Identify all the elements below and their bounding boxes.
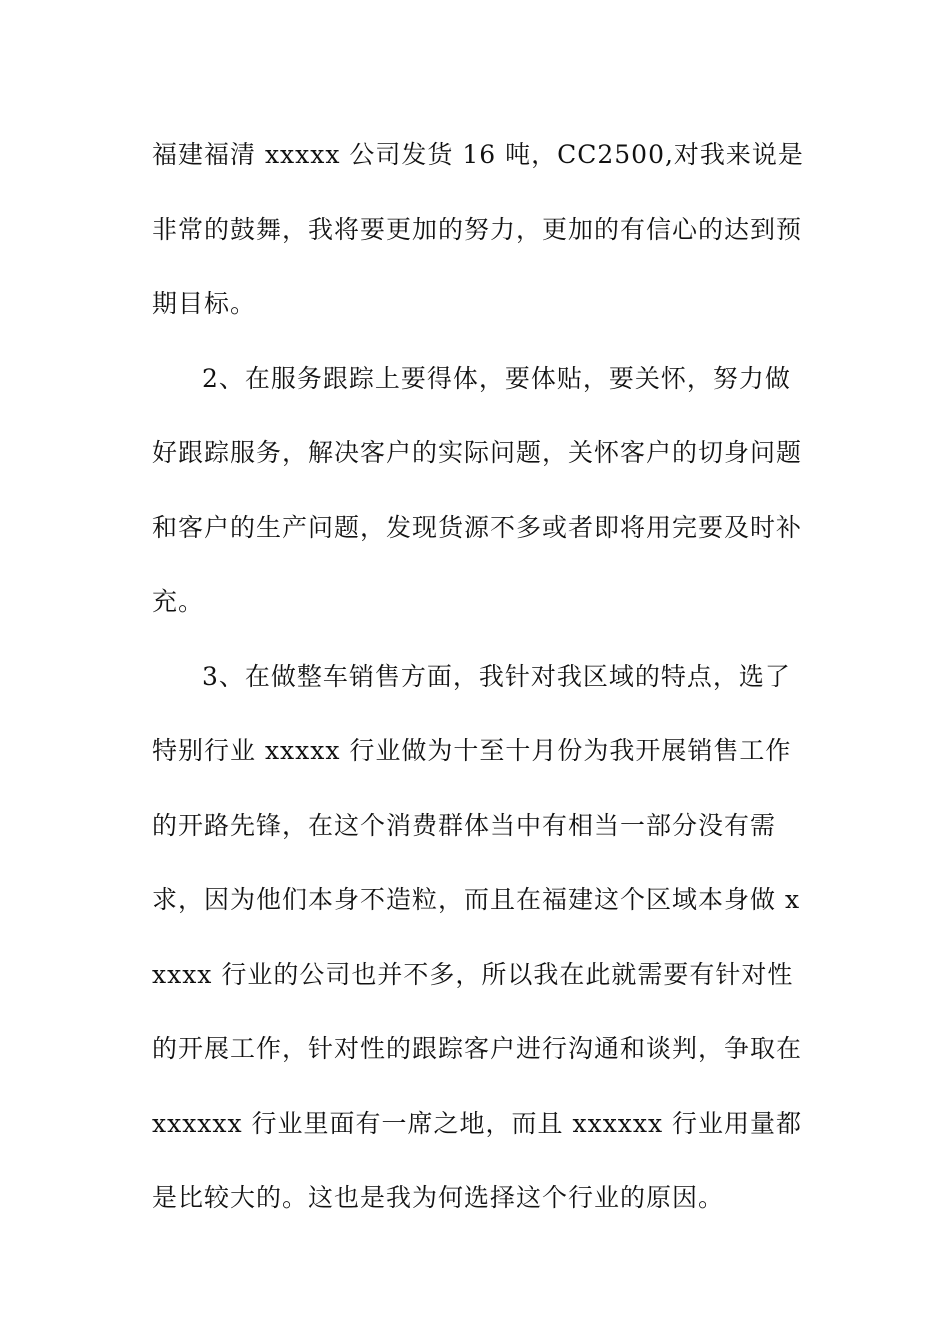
paragraph-shipment: 福建福清 xxxxx 公司发货 16 吨，CC2500,对我来说是非常的鼓舞，我将要更加的努力，更加的有信心的达到预期目标。 bbox=[152, 140, 804, 318]
document-body bbox=[152, 118, 811, 1236]
paragraph-service-tracking: 2、在服务跟踪上要得体，要体贴，要关怀，努力做好跟踪服务，解决客户的实际问题，关怀客户的切身问题和客户的生产问题，发现货源不多或者即将用完要及时补充。 bbox=[152, 363, 803, 616]
paragraph-vehicle-sales: 3、在做整车销售方面，我针对我区域的特点，选了特别行业 xxxxx 行业做为十至十月份为我开展销售工作的开路先锋，在这个消费群体当中有相当一部分没有需求，因为他们本身不造粒，而且在福建这个区域本身做 xxxxx 行业的公司也并不多，所以我在此就需要有针对性的开展工作，针对性的跟踪客户进行沟通和谈判，争取在 xxxxxx 行业里面有一席之地，而且 xxxxxx 行业用量都是比较大的。这也是我为何选择这个行业的原因。 bbox=[152, 661, 811, 1212]
